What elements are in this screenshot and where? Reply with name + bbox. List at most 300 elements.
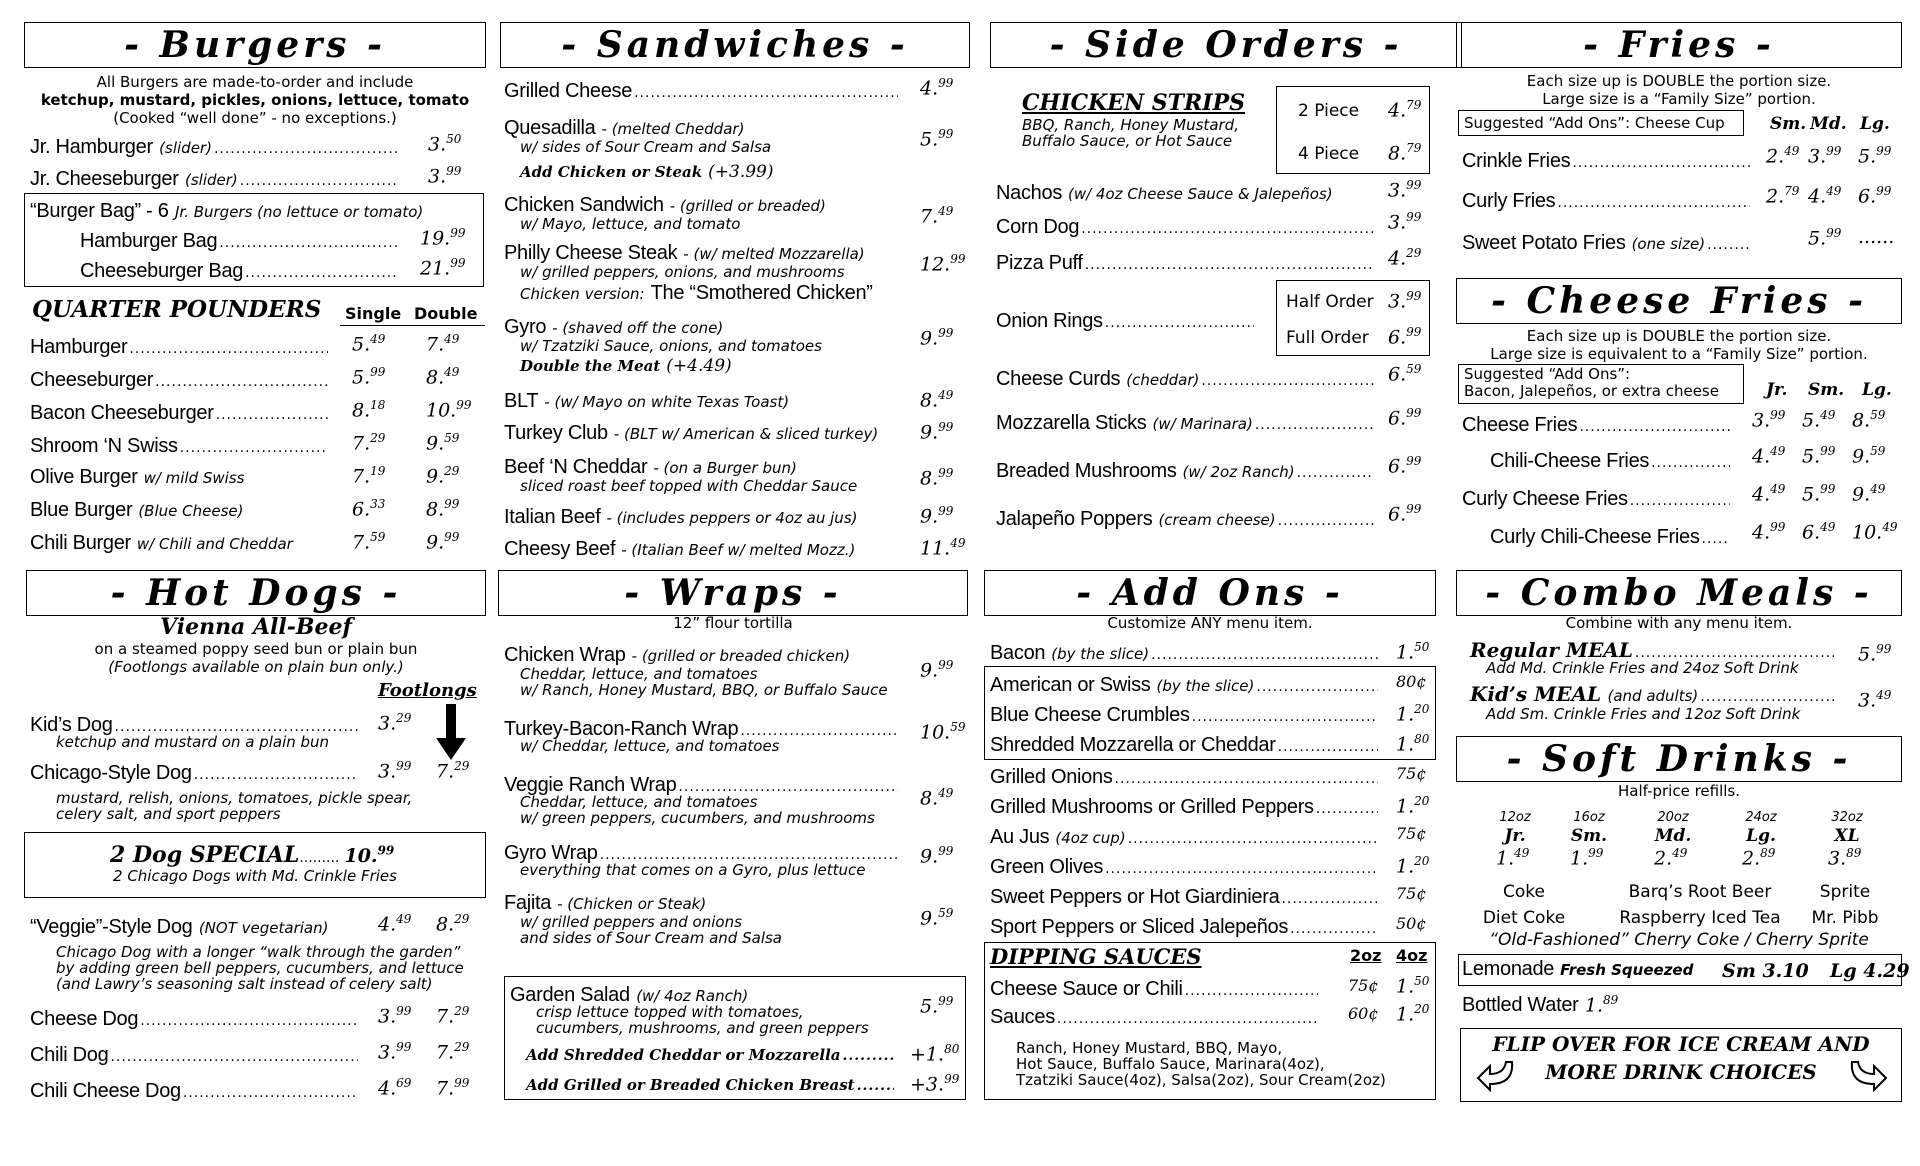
add-cheese-item: Add Shredded Cheddar or Mozzarella ..... [526,1046,896,1064]
qp-single-price: 7.59 [352,530,386,554]
cheese-fries-item-leader [1630,486,1730,510]
qp-single-price: 8.18 [352,398,386,422]
fries-md-price: 3.99 [1808,144,1842,168]
add-chicken-item: Add Grilled or Breaded Chicken Breast ..... [526,1076,896,1094]
veggie-dog-desc-2: by adding green bell peppers, cucumbers, and lettuce [56,959,464,977]
cheese-fries-jr-price: 4.99 [1752,520,1786,544]
qp-item [30,532,330,555]
drink-size-name: Jr. [1504,826,1526,846]
sandwich-item [504,194,826,217]
cheese-fries-item [1462,486,1732,511]
fries-md-price: 5.99 [1808,226,1842,250]
sandwich-item-desc: - (shaved off the cone) [552,319,724,337]
wrap-desc-1: w/ Cheddar, lettuce, and tomatoes [520,737,780,755]
addon-item-leader [1290,914,1378,938]
sauces-4oz-price: 1.20 [1396,1002,1430,1026]
wrap-price: 9.99 [920,844,954,868]
wraps-header: - Wraps - [498,570,968,616]
drink-flavor: Barq’s Root Beer [1628,882,1772,902]
wrap-price: 8.49 [920,786,954,810]
side-item [996,182,1333,205]
side-price: 4.29 [1388,246,1422,270]
side-item-leader [1081,214,1374,238]
cheese-fries-lg-price: 9.49 [1852,482,1886,506]
addon-item-leader [1192,702,1378,726]
cheese-fries-lg-price: 9.59 [1852,444,1886,468]
kids-meal-desc: Add Sm. Crinkle Fries and 12oz Soft Drink [1486,705,1801,723]
qp-double-price: 8.49 [426,365,460,389]
side-item [996,458,1376,483]
side-price: 6.99 [1388,502,1422,526]
wrap-desc-2: and sides of Sour Cream and Salsa [520,929,782,947]
drink-size-oz: 20oz [1657,810,1689,825]
fries-item-desc: (one size) [1631,235,1706,253]
qp-item [30,334,330,359]
chicago-dog-item: Chicago-Style Dog ..... [30,760,360,785]
cheese-fries-item-name: Curly Cheese Fries [1462,488,1628,510]
drink-size-price: 1.99 [1570,846,1604,870]
addon-item-name: Sport Peppers or Sliced Jalepeños [990,916,1289,938]
garden-salad-item: Garden Salad (w/ 4oz Ranch) [510,984,749,1006]
side-item [996,250,1376,275]
addon-item [990,702,1380,727]
addon-item-name: Au Jus [990,826,1050,848]
sandwich-item [504,390,789,413]
addon-price: 50¢ [1396,914,1427,933]
wrap-item-name: Fajita [504,892,552,914]
four-piece-price: 8.79 [1388,141,1422,165]
qp-double-price: 8.99 [426,497,460,521]
cheese-fries-jr-price: 4.49 [1752,444,1786,468]
addon-item-desc: (4oz cup) [1055,829,1126,847]
cheeseburger-bag-price: 21.99 [420,256,466,280]
hot-dog-footlong-price: 7.29 [436,1004,470,1028]
drink-size-price: 3.89 [1828,846,1862,870]
hot-dog-item [30,1078,360,1103]
wrap-desc-1: w/ grilled peppers and onions [520,913,742,931]
add-ons-note: Customize ANY menu item. [1107,614,1313,632]
qp-double-price: 10.99 [426,398,472,422]
sandwich-item [504,506,857,529]
two-piece-label: 2 Piece [1298,101,1360,121]
chicago-dog-desc-1: mustard, relish, onions, tomatoes, pickle spear, [56,789,413,807]
two-dog-special-desc: 2 Chicago Dogs with Md. Crinkle Fries [113,867,397,885]
addon-item [990,824,1380,849]
cheese-sauce-2oz-price: 75¢ [1348,976,1379,995]
fries-md-label: Md. [1810,114,1847,134]
qp-item-name: Olive Burger [30,466,138,488]
hot-dog-item-leader [110,1042,358,1066]
kids-dog-price: 3.29 [378,711,412,735]
wrap-item-name: Veggie Ranch Wrap [504,774,677,796]
hot-dog-item [30,1006,360,1031]
cheese-fries-item-leader [1579,412,1730,436]
addon-item-name: Blue Cheese Crumbles [990,704,1190,726]
sandwich-item [504,456,797,479]
cheeseburger-bag-item: Cheeseburger Bag ..... [80,258,400,283]
hamburger-bag-price: 19.99 [420,226,466,250]
double-label: Double [414,304,478,323]
sandwich-item-name: Gyro [504,316,547,338]
wrap-item-desc: - (Chicken or Steak) [557,895,707,913]
hot-dog-price: 3.99 [378,1004,412,1028]
drink-size-oz: 24oz [1745,810,1777,825]
flip-over-line-2: MORE DRINK CHOICES [1545,1060,1817,1084]
lemonade-item: Lemonade Fresh Squeezed [1462,958,1694,980]
addon-item-leader [1115,764,1378,788]
side-item-name: Onion Rings [996,310,1103,332]
hot-dog-footlong-price: 7.29 [436,1040,470,1064]
bottled-water-item: Bottled Water 1.89 [1462,992,1619,1016]
addon-item-name: Grilled Onions [990,766,1113,788]
hot-dog-item [30,1042,360,1067]
wrap-item [504,892,706,915]
qp-item-name: Blue Burger [30,499,133,521]
cheese-fries-lg-label: Lg. [1862,380,1892,400]
chicken-strips-sauces-2: Buffalo Sauce, or Hot Sauce [1022,132,1233,150]
fries-item-leader [1707,230,1750,254]
qp-item-leader [155,367,328,391]
drink-size-oz: 12oz [1499,810,1531,825]
qp-item-leader [216,400,328,424]
side-item [996,308,1256,333]
addon-item-name: Sweet Peppers or Hot Giardiniera [990,886,1280,908]
addon-item-desc: (by the slice) [1156,677,1255,695]
addon-price: 1.20 [1396,794,1430,818]
four-piece-label: 4 Piece [1298,144,1360,164]
drink-size-name: Md. [1654,826,1692,846]
addon-item-leader [1316,794,1378,818]
drink-flavor: Raspberry Iced Tea [1619,908,1781,928]
hot-dog-price: 3.99 [378,1040,412,1064]
hot-dog-footlong-price: 7.99 [436,1076,470,1100]
qp-single-price: 7.29 [352,431,386,455]
fries-item [1462,188,1752,213]
qp-double-price: 9.59 [426,431,460,455]
side-item-name: Jalapeño Poppers [996,508,1153,530]
side-item-name: Nachos [996,182,1063,204]
wrap-desc-1: everything that comes on a Gyro, plus lettuce [520,861,866,879]
wraps-note: 12” flour tortilla [673,614,793,632]
hot-dog-item-name: Cheese Dog [30,1008,139,1030]
addon-item-leader [1105,854,1378,878]
garden-salad-desc-2: cucumbers, mushrooms, and green peppers [536,1019,869,1037]
sandwich-desc: w/ sides of Sour Cream and Salsa [520,138,772,156]
qp-divider [340,325,485,326]
wrap-price: 9.59 [920,906,954,930]
addon-price: 1.80 [1396,732,1430,756]
sandwich-item-desc: - (Italian Beef w/ melted Mozz.) [621,541,856,559]
side-price: 3.99 [1388,178,1422,202]
fries-lg-label: Lg. [1860,114,1890,134]
fries-header: - Fries - [1456,22,1902,68]
sandwich-item-desc: - (w/ Mayo on white Texas Toast) [544,393,790,411]
sandwich-item-desc: - (melted Cheddar) [601,120,745,138]
cheese-fries-lg-price: 8.59 [1852,408,1886,432]
cheese-fries-item-name: Curly Chili-Cheese Fries [1490,526,1700,548]
sandwich-item-name: Philly Cheese Steak [504,242,678,264]
cheese-fries-addon-text: Suggested “Add Ons”: Bacon, Jalepeños, or extra cheese [1464,365,1719,400]
addon-price: 1.20 [1396,854,1430,878]
wrap-item-name: Turkey-Bacon-Ranch Wrap [504,718,739,740]
jr-hamburger-price: 3.50 [428,132,462,156]
sandwich-addon-price: (+4.49) [666,356,732,376]
addon-item-name: American or Swiss [990,674,1151,696]
qp-single-price: 6.33 [352,497,386,521]
addon-item-desc: (by the slice) [1051,645,1150,663]
sandwich-price: 8.49 [920,388,954,412]
qp-item [30,433,330,458]
sandwich-item-name: Quesadilla [504,117,596,139]
add-ons-header: - Add Ons - [984,570,1436,616]
combo-meals-header: - Combo Meals - [1456,570,1902,616]
qp-item [30,466,330,489]
addon-item-name: Green Olives [990,856,1104,878]
side-item-name: Cheese Curds [996,368,1121,390]
wrap-item-name: Gyro Wrap [504,842,598,864]
fries-sm-label: Sm. [1770,114,1807,134]
cheese-fries-sm-label: Sm. [1808,380,1845,400]
sandwich-price: 4.99 [920,76,954,100]
cheese-fries-jr-price: 3.99 [1752,408,1786,432]
drink-size-oz: 32oz [1831,810,1863,825]
fries-sm-price: 2.49 [1766,144,1800,168]
side-item-leader [1201,366,1374,390]
fries-item-name: Crinkle Fries [1462,150,1571,172]
fries-item-name: Curly Fries [1462,190,1556,212]
addon-item [990,764,1380,789]
sandwich-addon-name: Add Chicken or Steak [520,163,703,181]
addon-price: 1.20 [1396,702,1430,726]
sandwich-item [504,316,723,339]
qp-single-price: 7.19 [352,464,386,488]
sandwich-price: 12.99 [920,252,966,276]
sandwich-addon [520,162,774,182]
qp-item-leader [129,334,328,358]
fries-lg-price: 5.99 [1858,144,1892,168]
side-item-name: Mozzarella Sticks [996,412,1147,434]
wrap-item [504,644,850,667]
qp-item [30,499,330,522]
qp-item-name: Shroom ‘N Swiss [30,435,178,457]
fries-note: Each size up is DOUBLE the portion size. Large size is a “Family Size” portion. [1526,72,1832,108]
fries-lg-price: ...... [1858,226,1895,248]
side-item-name: Corn Dog [996,216,1080,238]
sandwich-item-desc: - (on a Burger bun) [653,459,797,477]
addon-item [990,884,1380,909]
sandwich-item-name: Beef ‘N Cheddar [504,456,648,478]
addon-item-leader [1151,640,1378,664]
qp-item-name: Bacon Cheeseburger [30,402,214,424]
qp-item [30,367,330,392]
sandwich-item-name: Italian Beef [504,506,601,528]
addon-item [990,854,1380,879]
smothered-name: The “Smothered Chicken” [650,282,873,304]
qp-item-name: Chili Burger [30,532,131,554]
fries-sm-price: 2.79 [1766,184,1800,208]
curved-arrow-left-icon [1476,1058,1516,1092]
cherry-flavors: “Old-Fashioned” Cherry Coke / Cherry Sprite [1489,930,1869,950]
sandwich-item-name: Grilled Cheese [504,80,633,102]
addon-price: 75¢ [1396,884,1427,903]
wrap-desc-1: Cheddar, lettuce, and tomatoes [520,665,758,683]
fries-item [1462,230,1752,255]
cheese-fries-item-name: Chili-Cheese Fries [1490,450,1650,472]
qp-double-price: 9.99 [426,530,460,554]
side-price: 6.59 [1388,362,1422,386]
sandwich-price: 7.49 [920,204,954,228]
flip-over-line-1: FLIP OVER FOR ICE CREAM AND [1492,1032,1870,1056]
cheese-fries-jr-price: 4.49 [1752,482,1786,506]
sandwich-item-desc: - (includes peppers or 4oz au jus) [606,509,858,527]
sandwich-item-desc: - (BLT w/ American & sliced turkey) [613,425,879,443]
chicken-strips-sauces-1: BBQ, Ranch, Honey Mustard, [1022,116,1239,134]
side-item [996,214,1376,239]
sandwich-price: 9.99 [920,326,954,350]
two-piece-price: 4.79 [1388,98,1422,122]
addon-price: 75¢ [1396,764,1427,783]
kids-dog-desc: ketchup and mustard on a plain bun [56,733,330,751]
side-item-leader [1105,308,1254,332]
sandwich-item [504,422,878,445]
hamburger-bag-item: Hamburger Bag ..... [80,228,400,253]
chicago-dog-desc-2: celery salt, and sport peppers [56,805,281,823]
wrap-price: 10.59 [920,720,966,744]
chicago-dog-footlong-price: 7.29 [436,759,470,783]
soft-drinks-header: - Soft Drinks - [1456,736,1902,782]
addon-item-leader [1256,672,1378,696]
hot-dogs-header: - Hot Dogs - [26,570,486,616]
single-label: Single [345,304,402,323]
sandwich-price: 9.99 [920,420,954,444]
side-item-name: Breaded Mushrooms [996,460,1177,482]
fries-item-leader [1572,148,1750,172]
regular-meal-price: 5.99 [1858,642,1892,666]
fries-item-name: Sweet Potato Fries [1462,232,1626,254]
fries-addon-text: Suggested “Add Ons”: Cheese Cup [1464,114,1725,132]
qp-item-name: Hamburger [30,336,128,358]
veggie-dog-item: “Veggie”-Style Dog (NOT vegetarian) [30,916,329,938]
half-order-price: 3.99 [1388,289,1422,313]
hot-dog-item-leader [183,1078,358,1102]
addon-item [990,914,1380,939]
wrap-item-name: Chicken Wrap [504,644,626,666]
lemonade-large-price: Lg 4.29 [1830,960,1910,982]
addon-price: 1.50 [1396,640,1430,664]
addon-item-name: Grilled Mushrooms or Grilled Peppers [990,796,1314,818]
cheese-fries-item-leader [1651,448,1730,472]
garden-salad-price: 5.99 [920,994,954,1018]
cheese-sauce-4oz-price: 1.50 [1396,974,1430,998]
qp-item-desc: w/ mild Swiss [143,469,245,487]
sauces-2oz-price: 60¢ [1348,1004,1379,1023]
hot-dogs-note: on a steamed poppy seed bun or plain bun (Footlongs available on plain bun only.) [94,640,418,676]
half-order-label: Half Order [1286,292,1374,312]
qp-single-price: 5.99 [352,365,386,389]
smothered-label: Chicken version: [520,285,645,303]
side-item [996,506,1376,531]
wrap-price: 9.99 [920,658,954,682]
addon-item [990,640,1380,665]
wrap-desc-1: Cheddar, lettuce, and tomatoes [520,793,758,811]
sauce-list: Ranch, Honey Mustard, BBQ, Mayo, Hot Sauce, Buffalo Sauce, Marinara(4oz), Tzatziki Sauce(4oz), Salsa(2oz), Sour Cream(2oz) [1016,1039,1386,1089]
full-order-price: 6.99 [1388,325,1422,349]
cheese-fries-header: - Cheese Fries - [1456,278,1902,324]
jr-cheeseburger-price: 3.99 [428,164,462,188]
hot-dog-price: 4.69 [378,1076,412,1100]
side-price: 3.99 [1388,210,1422,234]
side-item-desc: (w/ 2oz Ranch) [1182,463,1295,481]
sandwich-item [504,242,865,265]
sandwich-item [504,78,900,103]
chicago-dog-price: 3.99 [378,759,412,783]
sandwiches-header: - Sandwiches - [500,22,970,68]
drink-size-name: Lg. [1746,826,1776,846]
veggie-dog-footlong-price: 8.29 [436,912,470,936]
fries-item-leader [1557,188,1750,212]
sandwich-item-name: BLT [504,390,539,412]
burger-bag-title: “Burger Bag” - 6 Jr. Burgers (no lettuce or tomato) [30,200,424,222]
addon-price: 80¢ [1396,672,1427,691]
side-price: 6.99 [1388,454,1422,478]
lemonade-small-price: Sm 3.10 [1722,960,1809,982]
wrap-desc-2: w/ green peppers, cucumbers, and mushrooms [520,809,875,827]
add-chicken-price: +3.99 [910,1072,960,1096]
sandwich-desc: w/ Mayo, lettuce, and tomato [520,215,741,233]
drink-size-name: Sm. [1570,826,1608,846]
addon-price: 75¢ [1396,824,1427,843]
drink-flavor: Sprite [1819,882,1871,902]
side-price: 6.99 [1388,406,1422,430]
side-item-desc: (cream cheese) [1158,511,1276,529]
drink-flavor: Coke [1503,882,1545,902]
hot-dog-item-name: Chili Cheese Dog [30,1080,181,1102]
fries-md-price: 4.49 [1808,184,1842,208]
fries-item [1462,148,1752,173]
cheese-fries-note: Each size up is DOUBLE the portion size. Large size is equivalent to a “Family Size” portion. [1490,327,1868,363]
two-dog-special-title: 2 Dog SPECIAL......... 10.99 [110,842,395,868]
qp-item-leader [180,433,328,457]
side-item-desc: (cheddar) [1126,371,1200,389]
hot-dog-item-leader [140,1006,358,1030]
addon-item-name: Bacon [990,642,1046,664]
cheese-fries-item [1490,524,1732,549]
drink-size-price: 2.49 [1654,846,1688,870]
sandwich-addon-name: Double the Meat [520,357,661,375]
qp-item-desc: (Blue Cheese) [138,502,244,520]
burgers-note: All Burgers are made-to-order and include ketchup, mustard, pickles, onions, lettuce, tomato (Cooked “well done” - no exceptions.) [40,73,470,127]
addon-item-leader [1281,884,1378,908]
dipping-sauces-title: DIPPING SAUCES [990,944,1202,969]
wrap-desc-2: w/ Ranch, Honey Mustard, BBQ, or Buffalo Sauce [520,681,888,699]
qp-item [30,400,330,425]
garden-salad-desc-1: crisp lettuce topped with tomatoes, [536,1003,804,1021]
sandwich-item [504,117,744,140]
addon-item-leader [1278,732,1378,756]
cheese-fries-jr-label: Jr. [1766,380,1788,400]
sandwich-item-desc: - (grilled or breaded) [669,197,826,215]
jr-cheeseburger-item: Jr. Cheeseburger (slider) ..... [30,166,400,191]
sandwich-item-name: Chicken Sandwich [504,194,664,216]
side-item-leader [1255,410,1374,434]
cheese-sauce-item: Cheese Sauce or Chili ..... [990,976,1320,1001]
drink-size-name: XL [1834,826,1860,846]
sandwich-item-desc: - (w/ melted Mozzarella) [683,245,865,263]
cheese-fries-sm-price: 5.99 [1802,444,1836,468]
addon-item-leader [1128,824,1378,848]
sauces-item: Sauces ..... [990,1004,1320,1029]
side-item-leader [1085,250,1374,274]
